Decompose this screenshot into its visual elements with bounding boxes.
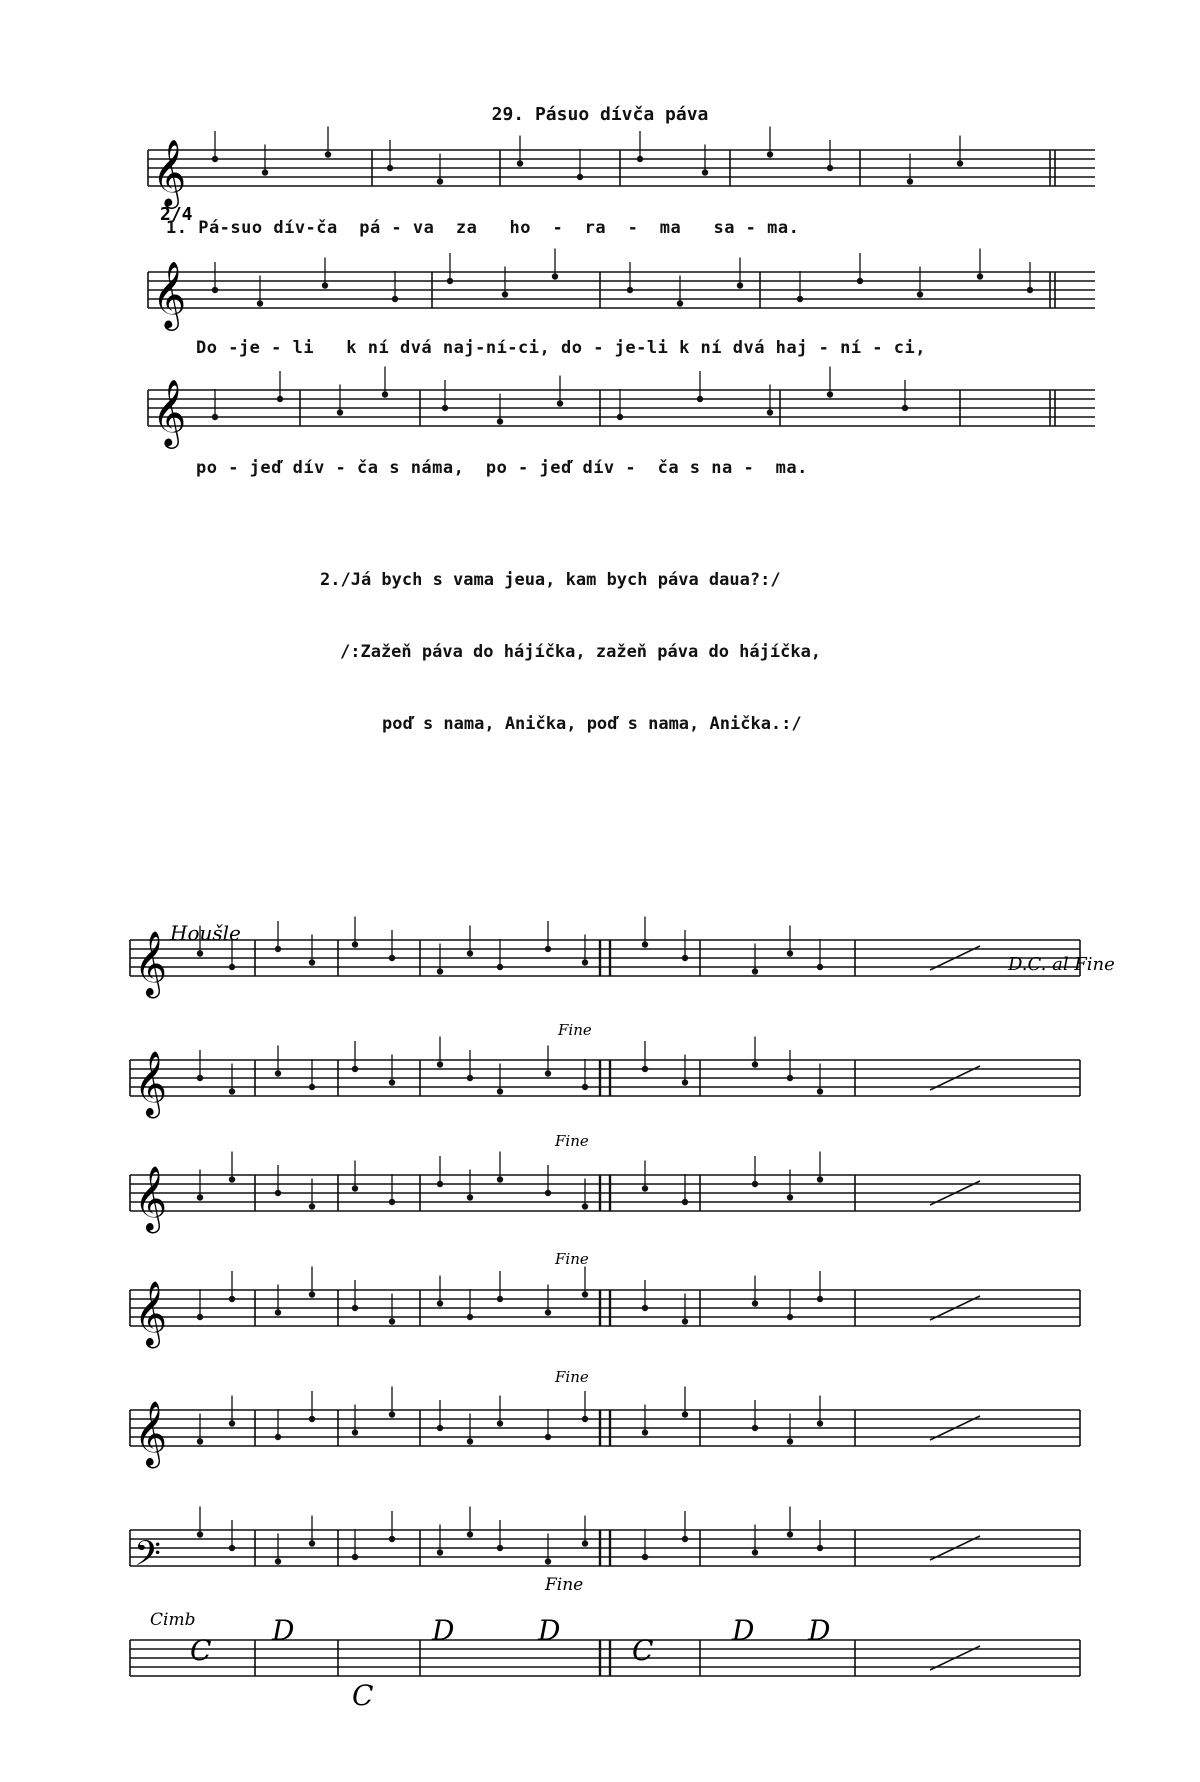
chord-symbol: D [432,1614,455,1647]
lyric-line-3: po - jeď dív - ča s náma, po - jeď dív - ča s na - ma. [196,458,808,478]
chord-symbol: C [352,1679,374,1712]
time-signature: 2/4 [160,204,193,225]
chord-symbol: D [272,1614,295,1647]
song-title: 29. Pásuo dívča páva [491,104,709,125]
bass-clef-icon: 𝄢 [134,1533,162,1582]
fine-label-4: Fine [555,1368,589,1386]
treble-clef-icon: 𝄞 [152,260,187,328]
staff-lines [130,138,1095,1676]
verse-2-line-3: poď s nama, Anička, poď s nama, Anička.:/ [382,714,802,734]
treble-clef-icon: 𝄞 [152,138,187,206]
part-label: Houšle [170,921,241,945]
treble-clef-icon: 𝄞 [134,1166,168,1231]
dc-label: D.C. al Fine [1008,954,1115,975]
fine-label-3: Fine [555,1250,589,1268]
treble-clef-icon: 𝄞 [134,1401,168,1466]
lyric-line-2: Do -je - li k ní dvá naj-ní-ci, do - je-li k ní dvá haj - ní - ci, [196,338,926,358]
chord-symbol: D [538,1614,561,1647]
verse-2-line-2: /:Zažeň páva do hájíčka, zažeň páva do hájíčka, [340,642,822,662]
fine-label-5: Fine [545,1575,584,1595]
treble-clef-icon: 𝄞 [134,931,168,996]
treble-clef-icon: 𝄞 [152,378,187,446]
chord-part-label: Cimb [150,1610,196,1630]
chord-symbol: D [732,1614,755,1647]
chord-symbols [190,1614,830,1712]
verse-2-line-1: 2./Já bych s vama jeua, kam bych páva daua?:/ [320,570,781,590]
notes [197,127,1033,1565]
fine-label-1: Fine [558,1021,592,1039]
chord-symbol: C [632,1634,654,1667]
treble-clef-icon: 𝄞 [134,1281,168,1346]
lyric-line-1: 1. Pá-suo dív-ča pá - va za ho - ra - ma sa - ma. [166,218,800,238]
chord-symbol: D [808,1614,831,1647]
treble-clef-icon: 𝄞 [134,1051,168,1116]
chord-symbol: C [190,1634,212,1667]
fine-label-2: Fine [555,1132,589,1150]
